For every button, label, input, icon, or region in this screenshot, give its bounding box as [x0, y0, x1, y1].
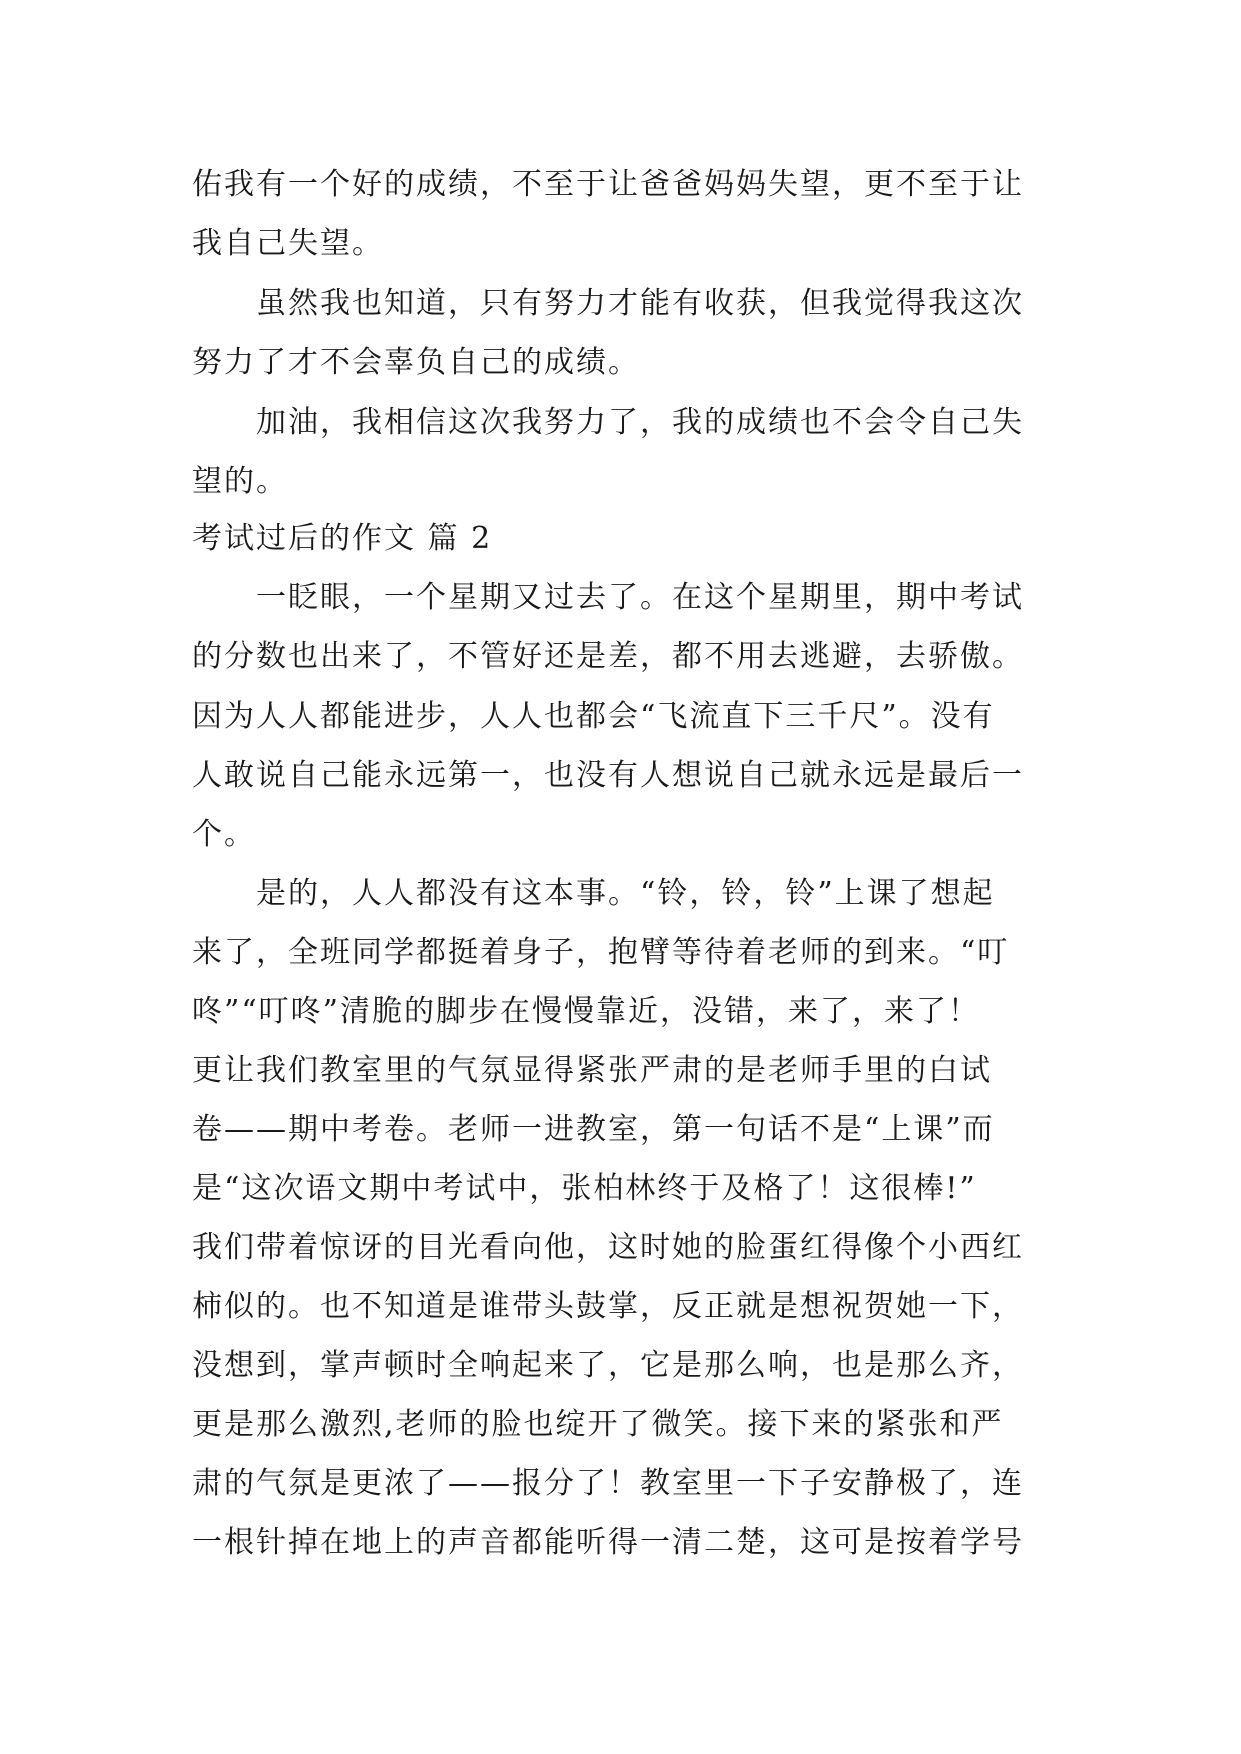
body-text-line: 人敢说自己能永远第一，也没有人想说自己就永远是最后一 [192, 758, 1024, 793]
body-text-line: 是“这次语文期中考试中，张柏林终于及格了！这很棒!” [192, 1171, 977, 1206]
paragraph-first-line: 是的，人人都没有这本事。“铃，铃，铃”上课了想起 [256, 876, 995, 911]
body-text-line: 咚”“叮咚”清脆的脚步在慢慢靠近，没错，来了，来了！ [192, 994, 981, 1029]
paragraph-first-line: 虽然我也知道，只有努力才能有收获，但我觉得我这次 [256, 286, 1024, 321]
body-text-line: 因为人人都能进步，人人也都会“飞流直下三千尺”。没有 [192, 699, 995, 734]
body-text-line: 望的。 [192, 464, 288, 499]
body-text-line: 卷——期中考卷。老师一进教室，第一句话不是“上课”而 [192, 1112, 995, 1147]
paragraph-first-line: 加油，我相信这次我努力了，我的成绩也不会令自己失 [256, 405, 1024, 440]
body-text-line: 更是那么激烈,老师的脸也绽开了微笑。接下来的紧张和严 [192, 1407, 1004, 1442]
body-text-line: 来了，全班同学都挺着身子，抱臂等待着老师的到来。“叮 [192, 935, 1010, 970]
body-text-line: 一根针掉在地上的声音都能听得一清二楚，这可是按着学号 [192, 1525, 1024, 1560]
section-heading: 考试过后的作文 篇 2 [192, 521, 493, 556]
body-text-line: 柿似的。也不知道是谁带头鼓掌，反正就是想祝贺她一下， [192, 1289, 1024, 1324]
body-text-line: 个。 [192, 817, 256, 852]
body-text-line: 的分数也出来了，不管好还是差，都不用去逃避，去骄傲。 [192, 639, 1024, 674]
body-text-line: 我们带着惊讶的目光看向他，这时她的脸蛋红得像个小西红 [192, 1230, 1024, 1265]
body-text-line: 努力了才不会辜负自己的成绩。 [192, 345, 640, 380]
paragraph-first-line: 一眨眼，一个星期又过去了。在这个星期里，期中考试 [256, 580, 1024, 615]
body-text-line: 没想到，掌声顿时全响起来了，它是那么响，也是那么齐， [192, 1348, 1024, 1383]
body-text-line: 我自己失望。 [192, 226, 384, 261]
body-text-line: 更让我们教室里的气氛显得紧张严肃的是老师手里的白试 [192, 1053, 992, 1088]
body-text-line: 佑我有一个好的成绩，不至于让爸爸妈妈失望，更不至于让 [192, 167, 1024, 202]
body-text-line: 肃的气氛是更浓了——报分了！教室里一下子安静极了，连 [192, 1466, 1024, 1501]
